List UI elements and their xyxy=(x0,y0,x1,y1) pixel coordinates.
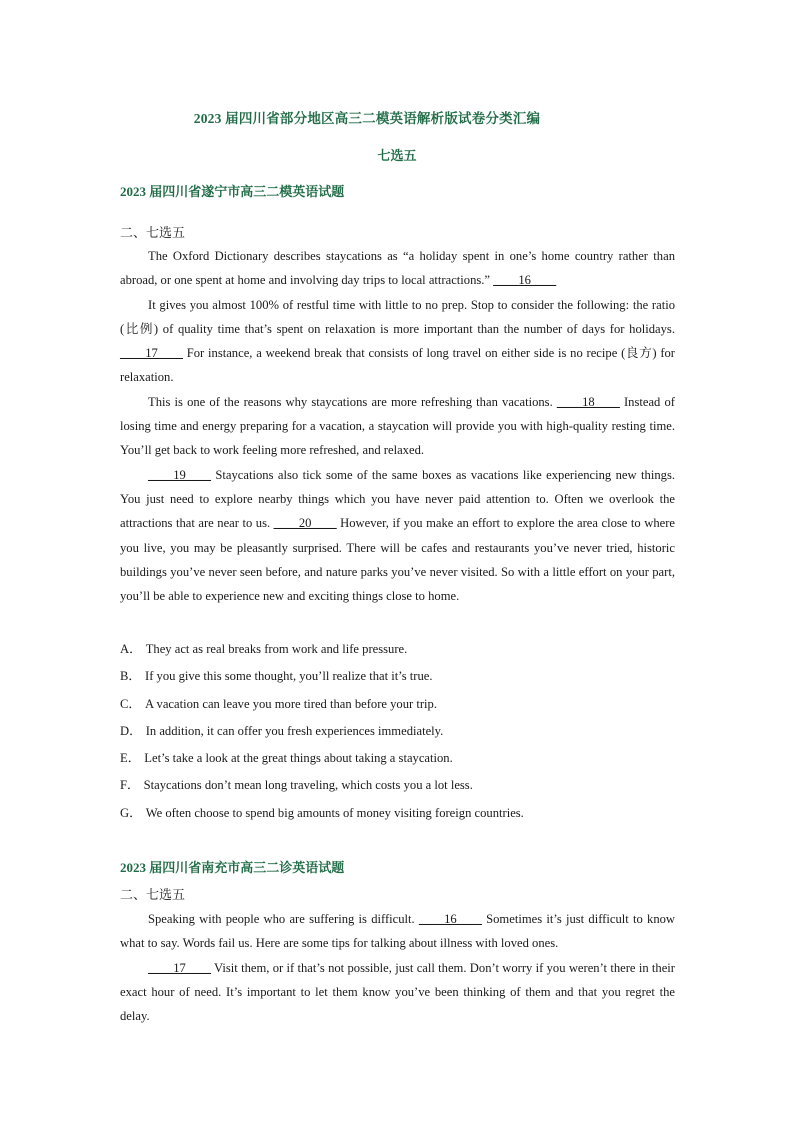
options-list xyxy=(120,636,675,827)
paragraph xyxy=(120,293,675,390)
section-nanchong xyxy=(120,857,675,876)
option-text: Let’s take a look at the great things about taking a staycation. xyxy=(144,751,453,766)
paragraph-text: The Oxford Dictionary describes staycations as “a holiday spent in one’s home country rather than abroad, or one spent at home and involving day trips to local attractions.” xyxy=(120,249,675,288)
option-letter: A． xyxy=(120,642,142,656)
paragraph-text: Visit them, or if that’s not possible, just call them. Don’t worry if you weren’t there in their exact hour of need. It’s important to let them know you’ve been thinking of them and that you regret the delay. xyxy=(120,960,675,1024)
option-b xyxy=(120,663,675,690)
document-title: 2023 届四川省部分地区高三二模英语解析版试卷分类汇编 xyxy=(193,111,541,126)
answer-blank-18: ____18____ xyxy=(556,394,620,409)
section-heading: 2023 届四川省遂宁市高三二模英语试题 xyxy=(120,184,345,199)
option-letter: D． xyxy=(120,723,142,738)
option-g xyxy=(120,800,675,827)
paragraph-text: Speaking with people who are suffering is difficult. xyxy=(148,912,419,926)
paragraph-text: Sometimes it’s just difficult to know what to say. Words fail us. Here are some tips for talking about illness with loved ones. xyxy=(120,912,676,951)
option-letter: F． xyxy=(120,778,140,793)
paragraph xyxy=(120,907,675,956)
paragraph-text: It gives you almost 100% of restful time with little to no prep. Stop to consider the following: the ratio (比例) of quality time that’s spent on relaxation is more important than the number of days for holidays. xyxy=(120,297,675,336)
part-label: 二、七选五 xyxy=(120,887,186,902)
paragraph-text: However, if you make an effort to explore the area close to where you live, you may be pleasantly surprised. There will be cafes and restaurants you’ve never tried, historic buildings you’ve never seen before, and nature parks you’ve never visited. So with a little effort on your part, you’ll be able to experience new and exciting things close to home. xyxy=(120,516,675,604)
answer-blank-17: ____17____ xyxy=(120,346,183,361)
section-nanchong-body xyxy=(120,884,675,903)
option-a xyxy=(120,636,675,663)
option-f xyxy=(120,772,675,799)
answer-blank-20: ____20____ xyxy=(273,516,337,531)
document-subtitle: 七选五 xyxy=(377,148,417,163)
option-letter: E． xyxy=(120,751,141,766)
paragraph-text: Instead of losing time and energy preparing for a vacation, a staycation will provide you with high-quality resting time. You’ll get back to work feeling more refreshed, and relaxed. xyxy=(120,394,675,458)
paragraph xyxy=(120,956,675,1029)
option-e xyxy=(120,745,675,772)
section-suining-body xyxy=(120,222,675,241)
option-letter: G． xyxy=(120,805,142,820)
section-heading: 2023 届四川省南充市高三二诊英语试题 xyxy=(120,860,345,875)
paragraph xyxy=(120,244,675,293)
answer-blank-17: ____17____ xyxy=(148,960,211,975)
option-text: In addition, it can offer you fresh experiences immediately. xyxy=(145,723,444,738)
passage-2 xyxy=(120,907,675,1028)
answer-blank-19: ____19____ xyxy=(148,467,211,482)
paragraph xyxy=(120,463,675,609)
option-letter: C． xyxy=(120,696,141,711)
passage-1 xyxy=(120,244,675,608)
paragraph xyxy=(120,390,675,463)
answer-blank-16: ____16____ xyxy=(493,273,557,288)
paragraph-text: Staycations also tick some of the same boxes as vacations like experiencing new things. You just need to explore nearby things which you have never paid attention to. Often we overlook the attractions that are near to us. xyxy=(120,467,675,531)
paragraph-text: This is one of the reasons why staycations are more refreshing than vacations. xyxy=(148,394,557,409)
option-text: They act as real breaks from work and life pressure. xyxy=(145,642,408,656)
part-label: 二、七选五 xyxy=(120,225,186,240)
option-c xyxy=(120,691,675,718)
option-text: If you give this some thought, you’ll realize that it’s true. xyxy=(145,669,433,684)
answer-blank-16: ____16____ xyxy=(418,912,482,926)
section-suining xyxy=(120,181,675,200)
option-d xyxy=(120,718,675,745)
option-letter: B． xyxy=(120,669,141,684)
paragraph-text: For instance, a weekend break that consists of long travel on either side is no recipe (良方) for relaxation. xyxy=(120,346,675,385)
option-text: A vacation can leave you more tired than before your trip. xyxy=(145,696,437,711)
option-text: We often choose to spend big amounts of money visiting foreign countries. xyxy=(145,805,524,820)
option-text: Staycations don’t mean long traveling, which costs you a lot less. xyxy=(143,778,473,793)
